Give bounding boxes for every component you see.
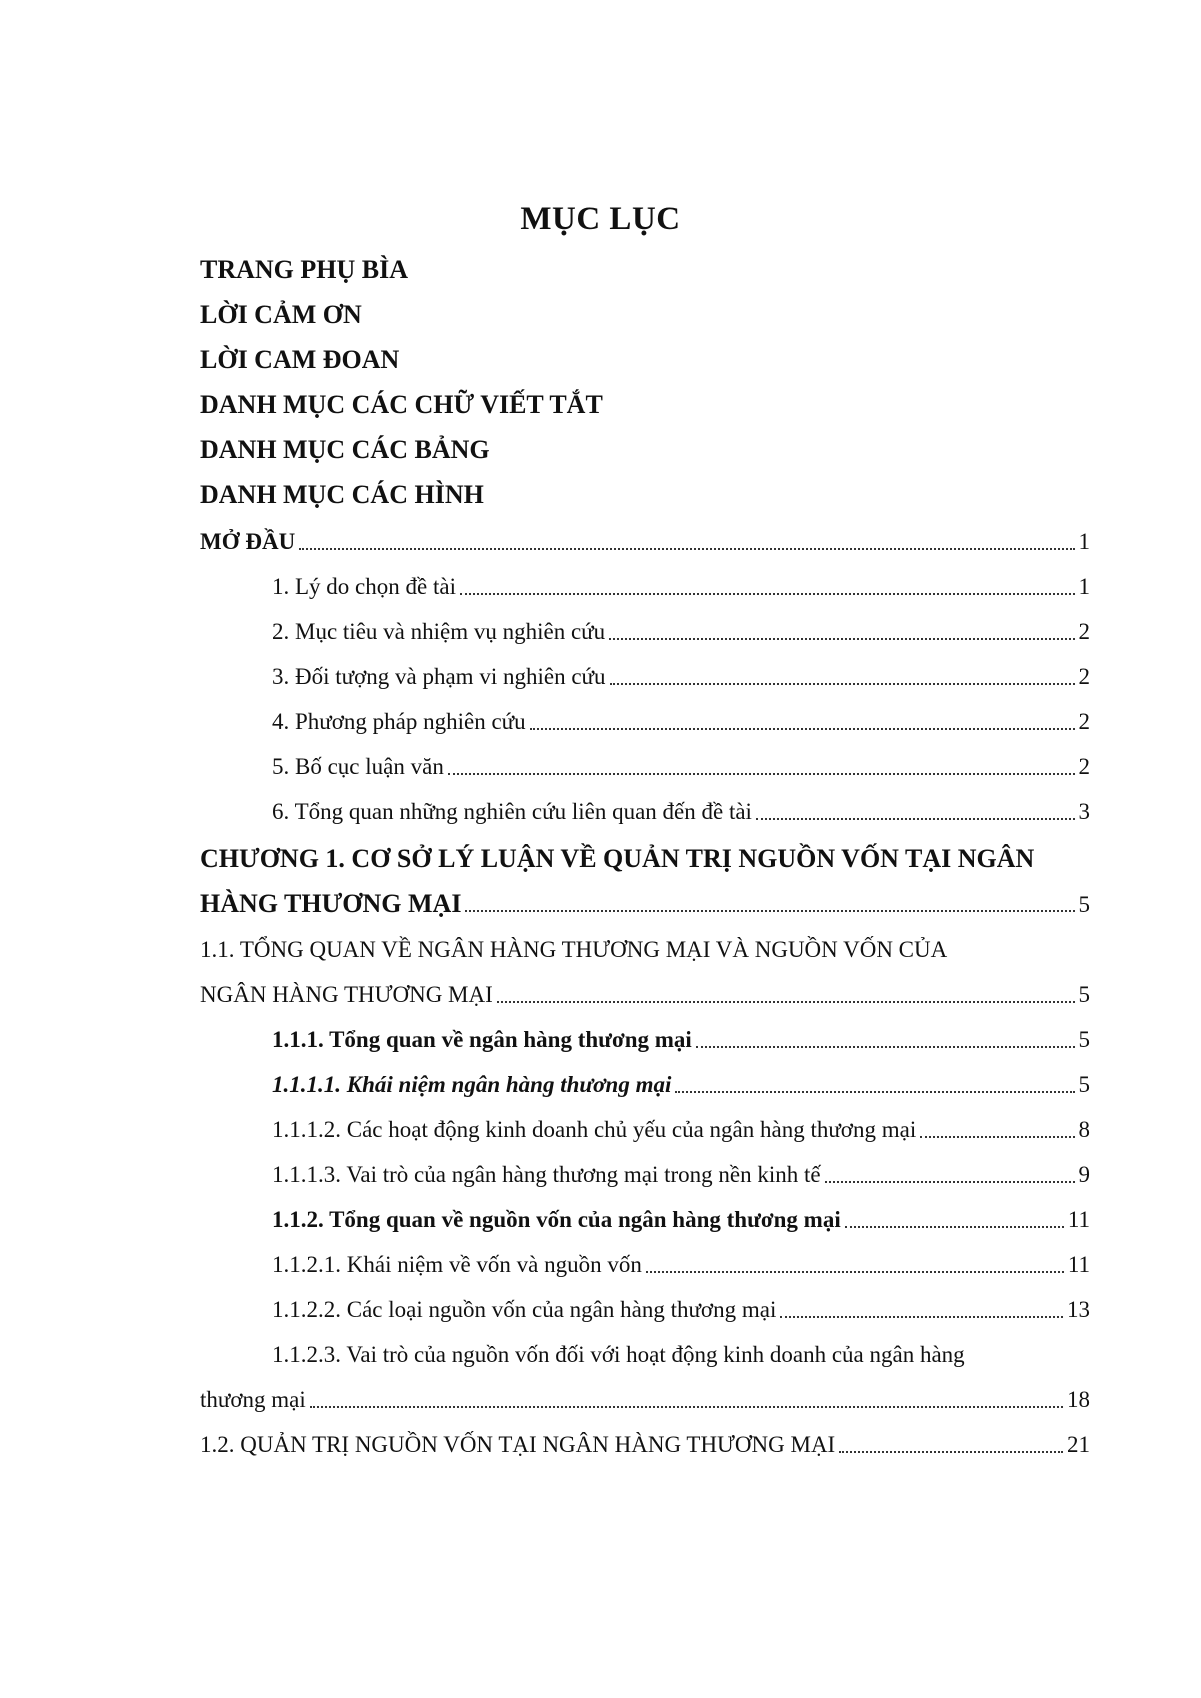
toc-entry: [200, 1155, 1090, 1195]
toc-entry-text: NGÂN HÀNG THƯƠNG MẠI: [200, 982, 493, 1007]
toc-entry-section-1-1-cont: [200, 975, 1090, 1015]
toc-entry-declaration: [200, 340, 1090, 380]
toc-entry-text: 1.1.1. Tổng quan về ngân hàng thương mại: [272, 1027, 692, 1052]
toc-entry-cont: [200, 1380, 1090, 1420]
toc-entry-text: DANH MỤC CÁC CHỮ VIẾT TẮT: [200, 390, 603, 419]
toc-entry-text: 1.1.2.2. Các loại nguồn vốn của ngân hàng thương mại: [272, 1297, 777, 1322]
toc-entry-subsection: [200, 1020, 1090, 1060]
toc-entry-text: 1.1.1.2. Các hoạt động kinh doanh chủ yếu của ngân hàng thương mại: [272, 1117, 917, 1142]
toc-entry-page: 1: [1078, 529, 1090, 554]
toc-entry-page: 21: [1067, 1432, 1090, 1457]
toc-entry-text: 1. Lý do chọn đề tài: [272, 574, 456, 599]
toc-entry-page: 11: [1067, 1207, 1090, 1232]
toc-entry: [200, 747, 1090, 787]
toc-entry-subsection: [200, 1200, 1090, 1240]
toc-entry-text: 1.2. QUẢN TRỊ NGUỒN VỐN TẠI NGÂN HÀNG THƯƠNG MẠI: [200, 1432, 836, 1457]
toc-entry-section-1-2: [200, 1425, 1090, 1465]
toc-entry-chapter-1-cont: [200, 884, 1090, 924]
toc-entry: [200, 1245, 1090, 1285]
toc-entry-subsubsection: [200, 1065, 1090, 1105]
toc-entry: [200, 567, 1090, 607]
toc-entry-page: 5: [1078, 1072, 1090, 1097]
toc-entry-text: DANH MỤC CÁC BẢNG: [200, 435, 490, 464]
toc-entry-page: 2: [1078, 664, 1090, 689]
toc-entry-abbreviations: [200, 385, 1090, 425]
toc-entry-text: CHƯƠNG 1. CƠ SỞ LÝ LUẬN VỀ QUẢN TRỊ NGUỒN VỐN TẠI NGÂN: [200, 844, 1035, 873]
toc-entry-page: 1: [1078, 574, 1090, 599]
toc-entry-text: 1.1.2.1. Khái niệm về vốn và nguồn vốn: [272, 1252, 642, 1277]
toc-entry-text: MỞ ĐẦU: [200, 529, 296, 554]
toc-entry-text: HÀNG THƯƠNG MẠI: [200, 889, 462, 918]
toc-entry-text: 2. Mục tiêu và nhiệm vụ nghiên cứu: [272, 619, 606, 644]
toc-entry-text: 1.1.1.1. Khái niệm ngân hàng thương mại: [272, 1072, 672, 1097]
toc-entry: [200, 612, 1090, 652]
toc-title: MỤC LỤC: [520, 201, 681, 237]
toc-entry-text: 3. Đối tượng và phạm vi nghiên cứu: [272, 664, 606, 689]
toc-entry-page: 5: [1078, 982, 1090, 1007]
toc-entry: [200, 1110, 1090, 1150]
toc-entry-text: DANH MỤC CÁC HÌNH: [200, 480, 484, 509]
toc-entry: [200, 792, 1090, 832]
toc-entry-page: 18: [1067, 1387, 1090, 1412]
toc-entry-cover: [200, 250, 1090, 290]
toc-entry-page: 5: [1078, 892, 1090, 917]
toc-entry-chapter-1: [200, 839, 1090, 879]
toc-entry-page: 2: [1078, 709, 1090, 734]
toc-entry-acknowledgement: [200, 295, 1090, 335]
toc-entry-text: LỜI CẢM ƠN: [200, 300, 362, 329]
toc-entry-text: 1.1. TỔNG QUAN VỀ NGÂN HÀNG THƯƠNG MẠI VÀ NGUỒN VỐN CỦA: [200, 937, 948, 962]
toc-entry: [200, 702, 1090, 742]
toc-entry: [200, 1335, 1090, 1375]
toc-entry-text: 1.1.2.3. Vai trò của nguồn vốn đối với hoạt động kinh doanh của ngân hàng: [272, 1342, 965, 1367]
toc-entry-page: 9: [1078, 1162, 1090, 1187]
toc-entry-text: TRANG PHỤ BÌA: [200, 255, 409, 284]
toc-entry-text: 1.1.2. Tổng quan về nguồn vốn của ngân hàng thương mại: [272, 1207, 841, 1232]
toc-entry-page: 5: [1078, 1027, 1090, 1052]
toc-entry-page: 2: [1078, 754, 1090, 779]
toc-entry-tables: [200, 430, 1090, 470]
toc-entry-page: 8: [1078, 1117, 1090, 1142]
toc-entry-page: 3: [1078, 799, 1090, 824]
toc-entry-text: 6. Tổng quan những nghiên cứu liên quan đến đề tài: [272, 799, 752, 824]
toc-entry-text: 1.1.1.3. Vai trò của ngân hàng thương mại trong nền kinh tế: [272, 1162, 821, 1187]
toc-entry-page: 2: [1078, 619, 1090, 644]
toc-entry-page: 13: [1067, 1297, 1090, 1322]
toc-entry-section-1-1: [200, 930, 1090, 970]
toc-entry-page: 11: [1067, 1252, 1090, 1277]
toc-entry-text: 5. Bố cục luận văn: [272, 754, 444, 779]
toc-entry-text: 4. Phương pháp nghiên cứu: [272, 709, 526, 734]
toc-entry-introduction: [200, 522, 1090, 562]
toc-entry-text: thương mại: [200, 1387, 306, 1412]
toc-entry-figures: [200, 475, 1090, 515]
toc-entry: [200, 1290, 1090, 1330]
toc-entry: [200, 657, 1090, 697]
toc-entry-text: LỜI CAM ĐOAN: [200, 345, 400, 374]
